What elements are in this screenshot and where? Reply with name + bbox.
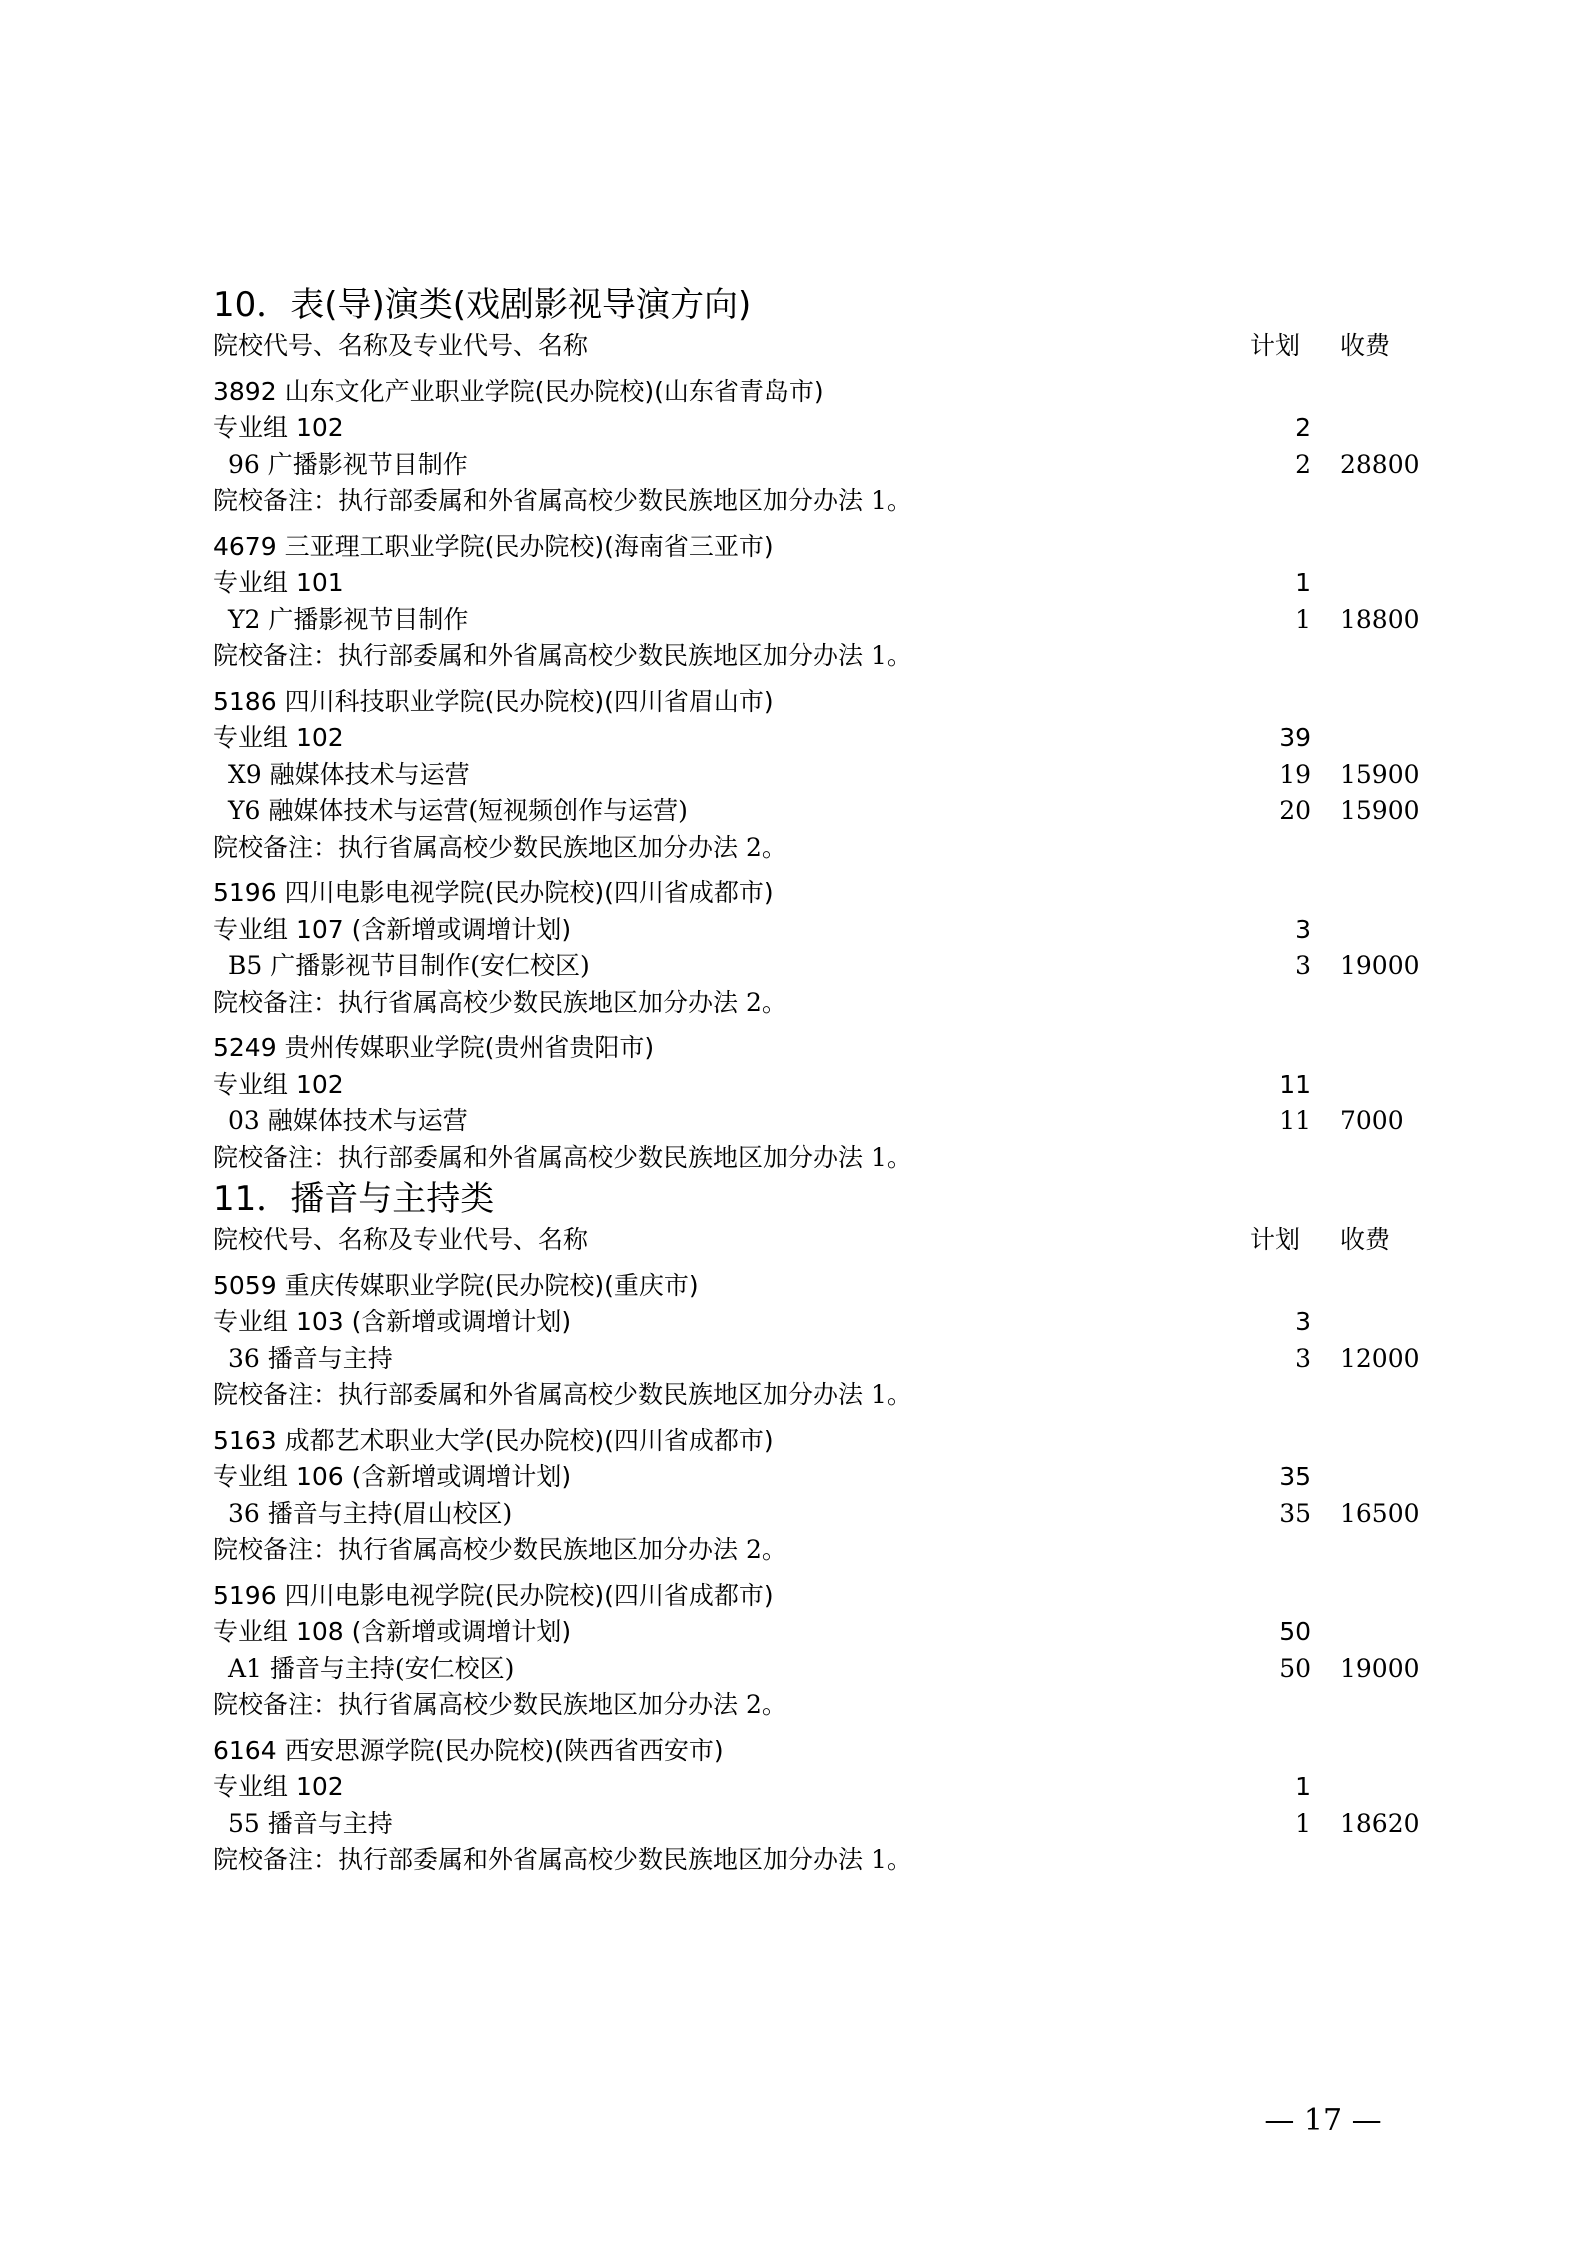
major-label: 36 播音与主持(眉山校区) <box>228 1498 513 1528</box>
major-group-label: 专业组 108 (含新增或调增计划) <box>213 1617 572 1646</box>
column-header-fee: 收费 <box>1340 1225 1391 1254</box>
school-block <box>213 875 1443 1021</box>
major-plan: 20 <box>1279 796 1311 825</box>
school-title: 3892 山东文化产业职业学院(民办院校)(山东省青岛市) <box>213 376 824 406</box>
major-plan: 35 <box>1279 1498 1311 1528</box>
major-group-row <box>213 1769 1443 1806</box>
major-group-plan: 1 <box>1295 1772 1311 1801</box>
school-title-row <box>213 374 1443 411</box>
spacer <box>213 866 1443 875</box>
major-label: B5 广播影视节目制作(安仁校区) <box>228 951 590 980</box>
major-group-row <box>213 565 1443 602</box>
major-group-plan: 11 <box>1279 1069 1311 1099</box>
school-note-row <box>213 1687 1443 1724</box>
school-title: 5249 贵州传媒职业学院(贵州省贵阳市) <box>213 1033 655 1062</box>
school-note-row <box>213 1532 1443 1569</box>
section-2 <box>213 1176 1443 1879</box>
major-group-plan: 1 <box>1295 568 1311 597</box>
school-title: 5196 四川电影电视学院(民办院校)(四川省成都市) <box>213 1580 774 1610</box>
major-group-label: 专业组 102 <box>213 723 344 752</box>
column-header-name: 院校代号、名称及专业代号、名称 <box>213 1225 589 1254</box>
major-row <box>213 1806 1443 1843</box>
major-label: Y2 广播影视节目制作 <box>228 604 469 634</box>
major-group-label: 专业组 101 <box>213 568 344 597</box>
major-group-row <box>213 410 1443 447</box>
major-group-label: 专业组 102 <box>213 1772 344 1801</box>
major-row <box>213 1103 1443 1140</box>
school-note: 院校备注：执行省属高校少数民族地区加分办法 2。 <box>213 832 787 862</box>
school-note: 院校备注：执行省属高校少数民族地区加分办法 2。 <box>213 1535 787 1564</box>
major-group-plan: 50 <box>1279 1617 1311 1646</box>
plan-listing <box>213 282 1443 1879</box>
major-row <box>213 1496 1443 1533</box>
major-row <box>213 793 1443 830</box>
major-row <box>213 1341 1443 1378</box>
school-note-row <box>213 638 1443 675</box>
school-title-row <box>213 1733 1443 1770</box>
school-note-row <box>213 1377 1443 1414</box>
major-group-label: 专业组 103 (含新增或调增计划) <box>213 1307 572 1336</box>
spacer <box>213 365 1443 374</box>
major-label: 36 播音与主持 <box>228 1343 393 1373</box>
school-title: 5196 四川电影电视学院(民办院校)(四川省成都市) <box>213 878 774 907</box>
school-title-row <box>213 1578 1443 1615</box>
spacer <box>213 675 1443 684</box>
major-plan: 1 <box>1295 604 1311 634</box>
column-header-plan: 计划 <box>1249 331 1300 360</box>
school-title-row <box>213 1268 1443 1305</box>
major-plan: 1 <box>1295 1808 1311 1838</box>
school-note: 院校备注：执行部委属和外省属高校少数民族地区加分办法 1。 <box>213 641 912 670</box>
major-fee: 18620 <box>1340 1808 1420 1838</box>
school-title: 4679 三亚理工职业学院(民办院校)(海南省三亚市) <box>213 531 774 561</box>
spacer <box>213 1414 1443 1423</box>
school-title: 5186 四川科技职业学院(民办院校)(四川省眉山市) <box>213 686 774 716</box>
major-group-row <box>213 720 1443 757</box>
major-group-plan: 3 <box>1295 914 1311 944</box>
major-group-label: 专业组 102 <box>213 413 344 442</box>
major-group-row <box>213 1459 1443 1496</box>
school-title-row <box>213 684 1443 721</box>
major-plan: 19 <box>1279 759 1311 789</box>
major-row <box>213 948 1443 985</box>
school-note: 院校备注：执行部委属和外省属高校少数民族地区加分办法 1。 <box>213 1142 912 1172</box>
school-block <box>213 374 1443 520</box>
major-fee: 28800 <box>1340 449 1420 479</box>
major-group-label: 专业组 106 (含新增或调增计划) <box>213 1462 572 1491</box>
school-note: 院校备注：执行部委属和外省属高校少数民族地区加分办法 1。 <box>213 486 912 515</box>
major-plan: 3 <box>1295 1343 1311 1373</box>
major-group-plan: 2 <box>1295 413 1311 442</box>
school-block <box>213 1268 1443 1414</box>
school-title-row <box>213 875 1443 912</box>
major-group-label: 专业组 107 (含新增或调增计划) <box>213 914 572 944</box>
school-note-row <box>213 830 1443 867</box>
school-title: 5059 重庆传媒职业学院(民办院校)(重庆市) <box>213 1270 699 1300</box>
major-group-plan: 35 <box>1279 1462 1311 1491</box>
column-header-fee: 收费 <box>1340 331 1391 360</box>
spacer <box>213 520 1443 529</box>
major-row <box>213 1651 1443 1688</box>
major-fee: 15900 <box>1340 796 1420 825</box>
school-note: 院校备注：执行部委属和外省属高校少数民族地区加分办法 1。 <box>213 1380 912 1409</box>
major-group-row <box>213 1614 1443 1651</box>
section-title: 11．播音与主持类 <box>213 1179 495 1219</box>
column-header-row <box>213 1222 1443 1259</box>
major-group-label: 专业组 102 <box>213 1069 344 1099</box>
major-group-row <box>213 912 1443 949</box>
major-label: 55 播音与主持 <box>228 1808 393 1838</box>
major-label: A1 播音与主持(安仁校区) <box>228 1653 515 1683</box>
major-fee: 19000 <box>1340 1653 1420 1683</box>
school-note-row <box>213 1842 1443 1879</box>
spacer <box>213 1021 1443 1030</box>
column-header-plan: 计划 <box>1249 1225 1300 1254</box>
school-note-row <box>213 483 1443 520</box>
major-group-row <box>213 1067 1443 1104</box>
school-block <box>213 1578 1443 1724</box>
major-plan: 2 <box>1295 449 1311 479</box>
school-title-row <box>213 529 1443 566</box>
school-block <box>213 1423 1443 1569</box>
section-1 <box>213 282 1443 1176</box>
page-number: — 17 — <box>1264 2103 1382 2138</box>
major-fee: 15900 <box>1340 759 1420 789</box>
spacer <box>213 1569 1443 1578</box>
major-plan: 50 <box>1279 1653 1311 1683</box>
major-fee: 18800 <box>1340 604 1420 634</box>
major-label: Y6 融媒体技术与运营(短视频创作与运营) <box>228 796 688 825</box>
school-note: 院校备注：执行省属高校少数民族地区加分办法 2。 <box>213 1690 787 1719</box>
school-note: 院校备注：执行省属高校少数民族地区加分办法 2。 <box>213 987 787 1017</box>
school-block <box>213 1733 1443 1879</box>
school-title-row <box>213 1423 1443 1460</box>
major-fee: 7000 <box>1340 1106 1404 1135</box>
spacer <box>213 1259 1443 1268</box>
spacer <box>213 1724 1443 1733</box>
major-plan: 3 <box>1295 951 1311 980</box>
section-title: 10．表(导)演类(戏剧影视导演方向) <box>213 285 752 325</box>
major-fee: 16500 <box>1340 1498 1420 1528</box>
major-fee: 12000 <box>1340 1343 1420 1373</box>
major-group-row <box>213 1304 1443 1341</box>
school-title: 5163 成都艺术职业大学(民办院校)(四川省成都市) <box>213 1425 774 1455</box>
major-label: X9 融媒体技术与运营 <box>228 759 470 789</box>
school-note-row <box>213 1140 1443 1177</box>
school-title: 6164 西安思源学院(民办院校)(陕西省西安市) <box>213 1735 724 1765</box>
major-row <box>213 602 1443 639</box>
major-fee: 19000 <box>1340 951 1420 980</box>
column-header-name: 院校代号、名称及专业代号、名称 <box>213 331 589 360</box>
major-label: 03 融媒体技术与运营 <box>228 1106 468 1135</box>
major-plan: 11 <box>1279 1106 1311 1135</box>
school-title-row <box>213 1030 1443 1067</box>
school-note-row <box>213 985 1443 1022</box>
major-group-plan: 39 <box>1279 723 1311 752</box>
school-note: 院校备注：执行部委属和外省属高校少数民族地区加分办法 1。 <box>213 1845 912 1874</box>
school-block <box>213 1030 1443 1176</box>
major-label: 96 广播影视节目制作 <box>228 449 468 479</box>
school-block <box>213 529 1443 675</box>
major-row <box>213 447 1443 484</box>
major-row <box>213 757 1443 794</box>
school-block <box>213 684 1443 867</box>
major-group-plan: 3 <box>1295 1307 1311 1336</box>
column-header-row <box>213 328 1443 365</box>
